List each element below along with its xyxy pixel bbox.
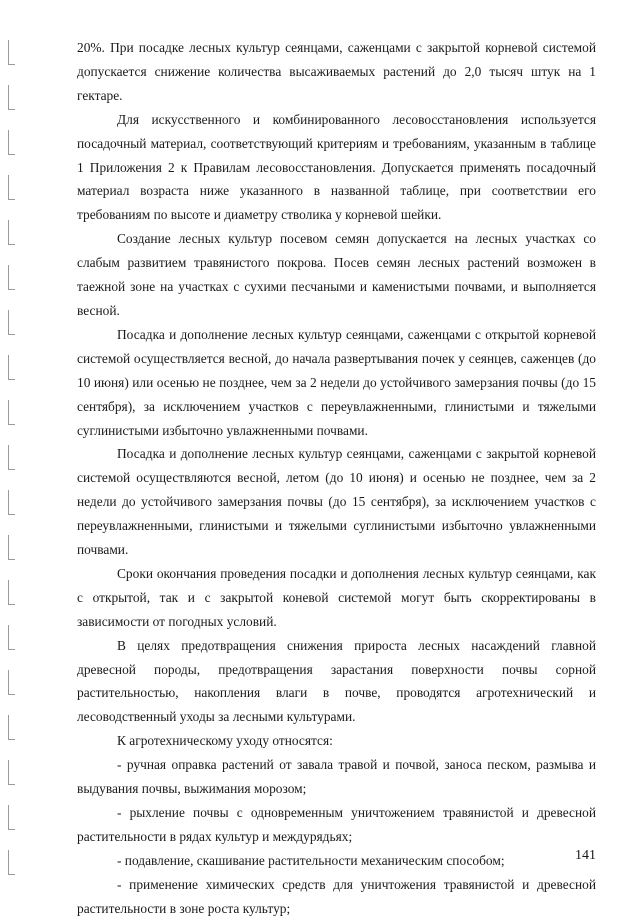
paragraph-closed-root-planting: Посадка и дополнение лесных культур сеянцами, саженцами с закрытой корневой системой осуществляются весной, летом (до 10 июня) и осенью не позднее, чем за 2 недели до устойчивого замерзания почвы (до 15 сентября), за исключением участков с переувлажненными, глинистыми и тяжелыми суглинистыми избыточно увлажненными почвами. (77, 446, 596, 558)
paragraph-planting-deadlines: Сроки окончания проведения посадки и дополнения лесных культур сеянцами, как с открытой, так и с закрытой коневой системой могут быть скорректированы в зависимости от погодных условий. (77, 565, 596, 629)
binding-mark (8, 400, 15, 425)
binding-mark (8, 265, 15, 290)
document-body (77, 36, 596, 921)
binding-mark (8, 490, 15, 515)
paragraph-open-root-planting: Посадка и дополнение лесных культур сеянцами, саженцами с открытой корневой системой осуществляется весной, до начала развертывания почек у сеянцев, саженцев (до 10 июня) или осенью не позднее, чем за 2 недели до устойчивого замерзания почвы (до 15 сентября), за исключением участков с переувлажненными, глинистыми и тяжелыми суглинистыми избыточно увлажненными почвами. (77, 326, 596, 438)
binding-mark (8, 535, 15, 560)
binding-mark (8, 130, 15, 155)
list-item-mowing: - подавление, скашивание растительности механическим способом; (117, 852, 505, 868)
binding-mark (8, 40, 15, 65)
binding-mark (8, 85, 15, 110)
paragraph-care-purpose: В целях предотвращения снижения прироста лесных насаждений главной древесной породы, предотвращения зарастания поверхности почвы сорной растительностью, накопления влаги в почве, проводятся агротехнический и лесоводственный уходы за лесными культурами. (77, 637, 596, 725)
paragraph-planting-material: Для искусственного и комбинированного лесовосстановления используется посадочный материал, соответствующий критериям и требованиям, указанным в таблице 1 Приложения 2 к Правилам лесовосстановления. Допускается применять посадочный материал возраста ниже указанного в названной таблице, при соответствии его требованиям по высоте и диаметру стволика у корневой шейки. (77, 111, 596, 223)
binding-mark (8, 310, 15, 335)
binding-mark (8, 625, 15, 650)
binding-mark (8, 220, 15, 245)
binding-mark (8, 580, 15, 605)
binding-mark (8, 445, 15, 470)
binding-mark (8, 355, 15, 380)
page-number: 141 (575, 848, 596, 863)
binding-mark (8, 175, 15, 200)
binding-mark (8, 805, 15, 830)
list-item-chemicals: - применение химических средств для уничтожения травянистой и древесной растительности в зоне роста культур; (77, 876, 596, 916)
list-item-loosening: - рыхление почвы с одновременным уничтожением травянистой и древесной растительности в рядах культур и междурядьях; (77, 805, 596, 844)
binding-mark (8, 760, 15, 785)
paragraph-continuation: 20%. При посадке лесных культур сеянцами, саженцами с закрытой корневой системой допускается снижение количества высаживаемых растений до 2,0 тысяч штук на 1 гектаре. (77, 40, 596, 103)
binding-mark (8, 850, 15, 875)
binding-mark (8, 715, 15, 740)
binding-margin-marks (0, 0, 30, 905)
binding-mark (8, 670, 15, 695)
paragraph-sowing: Создание лесных культур посевом семян допускается на лесных участках со слабым развитием травянистого покрова. Посев семян лесных растений возможен в таежной зоне на участках с сухими песчаными и каменистыми почвами, и выполняется весной. (77, 231, 596, 318)
paragraph-agrotech-care-heading: К агротехническому уходу относятся: (117, 733, 333, 749)
list-item-manual-care: - ручная оправка растений от завала травой и почвой, заноса песком, размыва и выдувания почвы, выжимания морозом; (77, 757, 596, 797)
